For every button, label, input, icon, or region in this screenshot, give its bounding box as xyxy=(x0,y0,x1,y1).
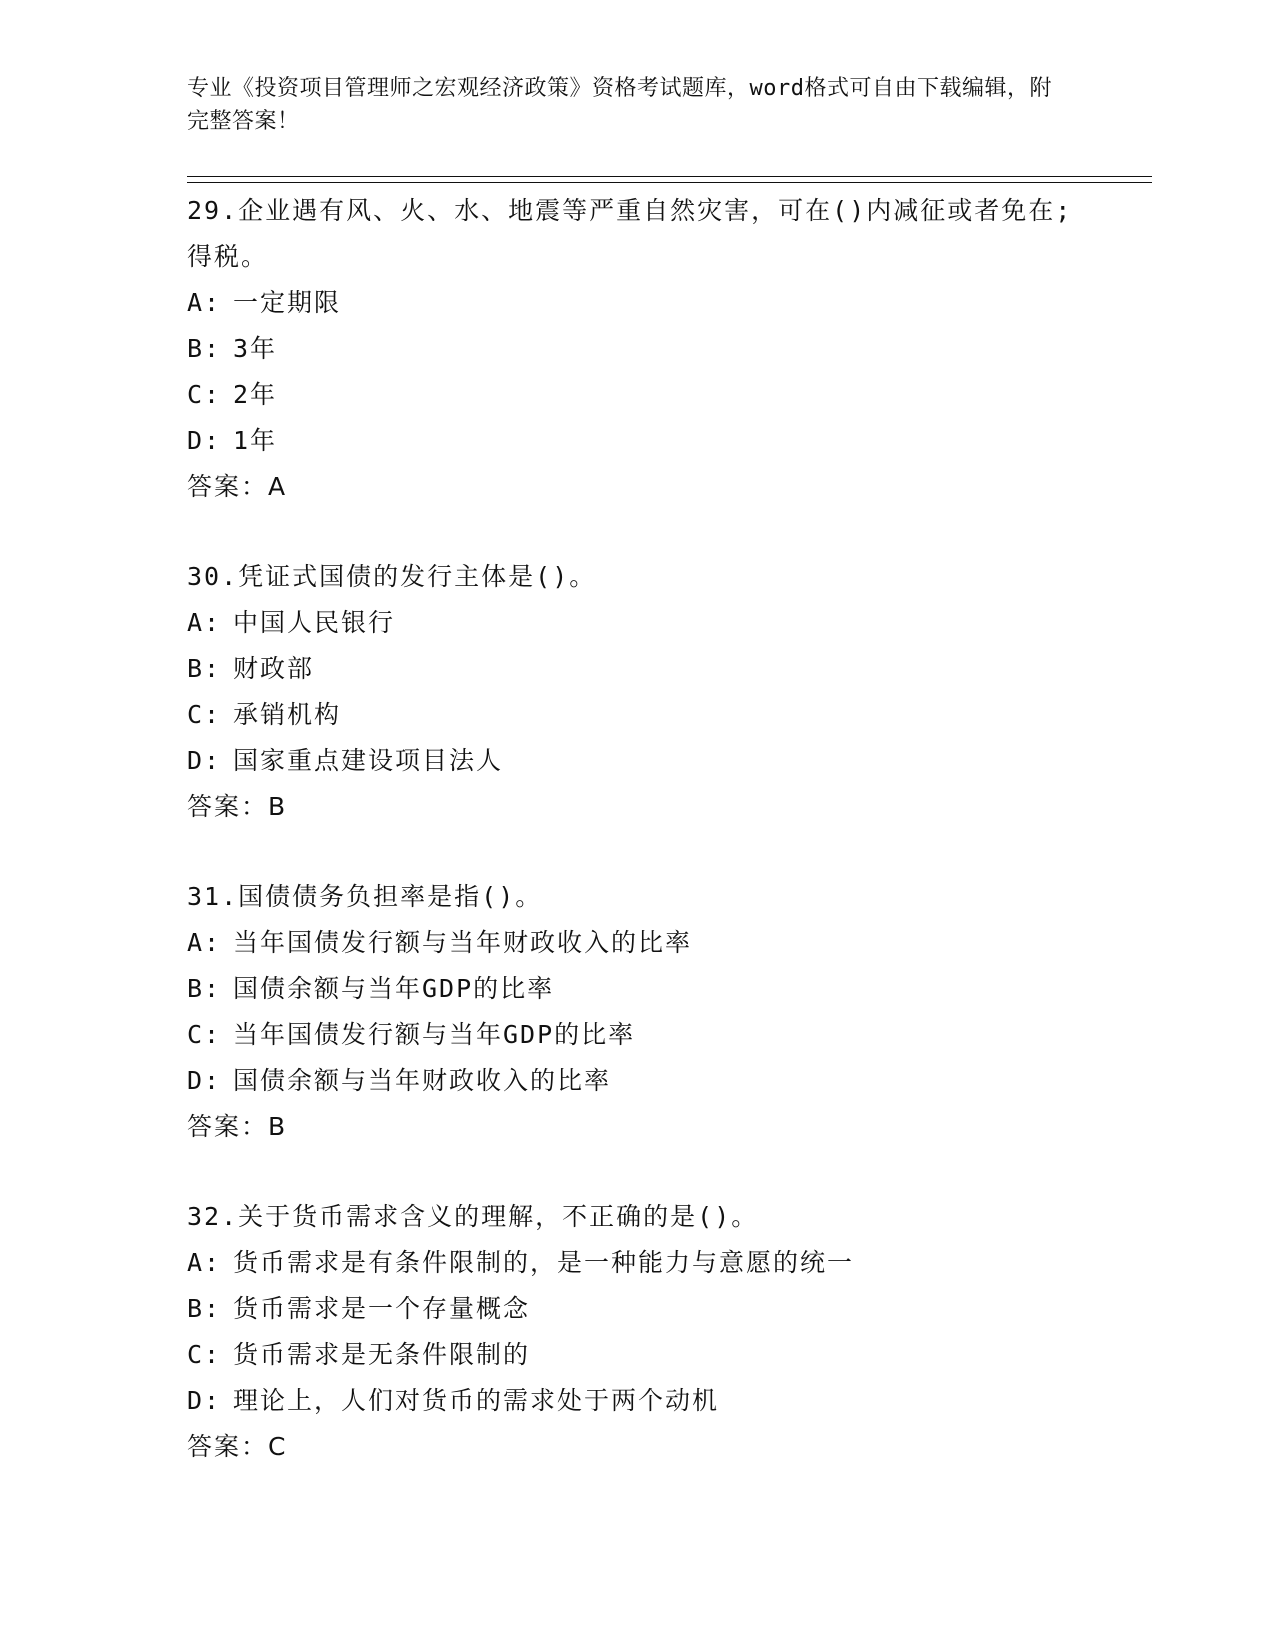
option-letter: B: xyxy=(187,974,222,1003)
option-letter: A: xyxy=(187,928,222,957)
option-letter: A: xyxy=(187,1248,222,1277)
option-text: 1年 xyxy=(233,426,278,455)
option-b xyxy=(187,646,1087,692)
option-text: 中国人民银行 xyxy=(233,608,396,637)
option-text: 当年国债发行额与当年GDP的比率 xyxy=(233,1020,636,1049)
option-text: 国债余额与当年GDP的比率 xyxy=(233,974,555,1003)
option-letter: C: xyxy=(187,700,222,729)
question-30 xyxy=(187,554,1087,830)
option-text: 2年 xyxy=(233,380,278,409)
question-stem: 29.企业遇有风、火、水、地震等严重自然灾害，可在()内减征或者免在;得税。 xyxy=(187,196,1073,271)
option-letter: D: xyxy=(187,746,222,775)
option-d xyxy=(187,738,1087,784)
option-letter: B: xyxy=(187,654,222,683)
option-letter: C: xyxy=(187,380,222,409)
header-divider-top xyxy=(187,176,1152,177)
option-d xyxy=(187,1058,1087,1104)
question-31 xyxy=(187,874,1087,1150)
option-c xyxy=(187,372,1087,418)
option-text: 货币需求是一个存量概念 xyxy=(233,1294,531,1323)
answer-line: 答案：B xyxy=(187,1112,288,1141)
question-stem: 30.凭证式国债的发行主体是()。 xyxy=(187,562,597,591)
option-text: 货币需求是无条件限制的 xyxy=(233,1340,531,1369)
option-c xyxy=(187,692,1087,738)
answer-line: 答案：A xyxy=(187,472,288,501)
option-text: 当年国债发行额与当年财政收入的比率 xyxy=(233,928,693,957)
option-a xyxy=(187,1240,1087,1286)
answer-line: 答案：C xyxy=(187,1432,288,1461)
option-letter: C: xyxy=(187,1020,222,1049)
option-b xyxy=(187,326,1087,372)
question-stem: 31.国债债务负担率是指()。 xyxy=(187,882,543,911)
question-list xyxy=(187,188,1087,1514)
question-29 xyxy=(187,188,1087,510)
option-c xyxy=(187,1332,1087,1378)
option-letter: C: xyxy=(187,1340,222,1369)
option-d xyxy=(187,1378,1087,1424)
option-letter: A: xyxy=(187,608,222,637)
option-text: 财政部 xyxy=(233,654,315,683)
option-letter: D: xyxy=(187,1386,222,1415)
option-c xyxy=(187,1012,1087,1058)
option-letter: B: xyxy=(187,1294,222,1323)
option-d xyxy=(187,418,1087,464)
option-text: 货币需求是有条件限制的，是一种能力与意愿的统一 xyxy=(233,1248,855,1277)
option-letter: D: xyxy=(187,426,222,455)
option-b xyxy=(187,966,1087,1012)
option-text: 理论上，人们对货币的需求处于两个动机 xyxy=(233,1386,720,1415)
option-letter: A: xyxy=(187,288,222,317)
option-letter: D: xyxy=(187,1066,222,1095)
header-divider-bottom xyxy=(187,182,1152,183)
option-text: 国家重点建设项目法人 xyxy=(233,746,504,775)
option-a xyxy=(187,920,1087,966)
question-stem: 32.关于货币需求含义的理解，不正确的是()。 xyxy=(187,1202,759,1231)
option-a xyxy=(187,600,1087,646)
answer-line: 答案：B xyxy=(187,792,288,821)
document-header: 专业《投资项目管理师之宏观经济政策》资格考试题库，word格式可自由下载编辑，附完整答案！ xyxy=(187,76,1052,134)
option-text: 一定期限 xyxy=(233,288,342,317)
question-32 xyxy=(187,1194,1087,1470)
option-text: 3年 xyxy=(233,334,278,363)
option-letter: B: xyxy=(187,334,222,363)
option-text: 承销机构 xyxy=(233,700,342,729)
option-b xyxy=(187,1286,1087,1332)
option-text: 国债余额与当年财政收入的比率 xyxy=(233,1066,612,1095)
option-a xyxy=(187,280,1087,326)
